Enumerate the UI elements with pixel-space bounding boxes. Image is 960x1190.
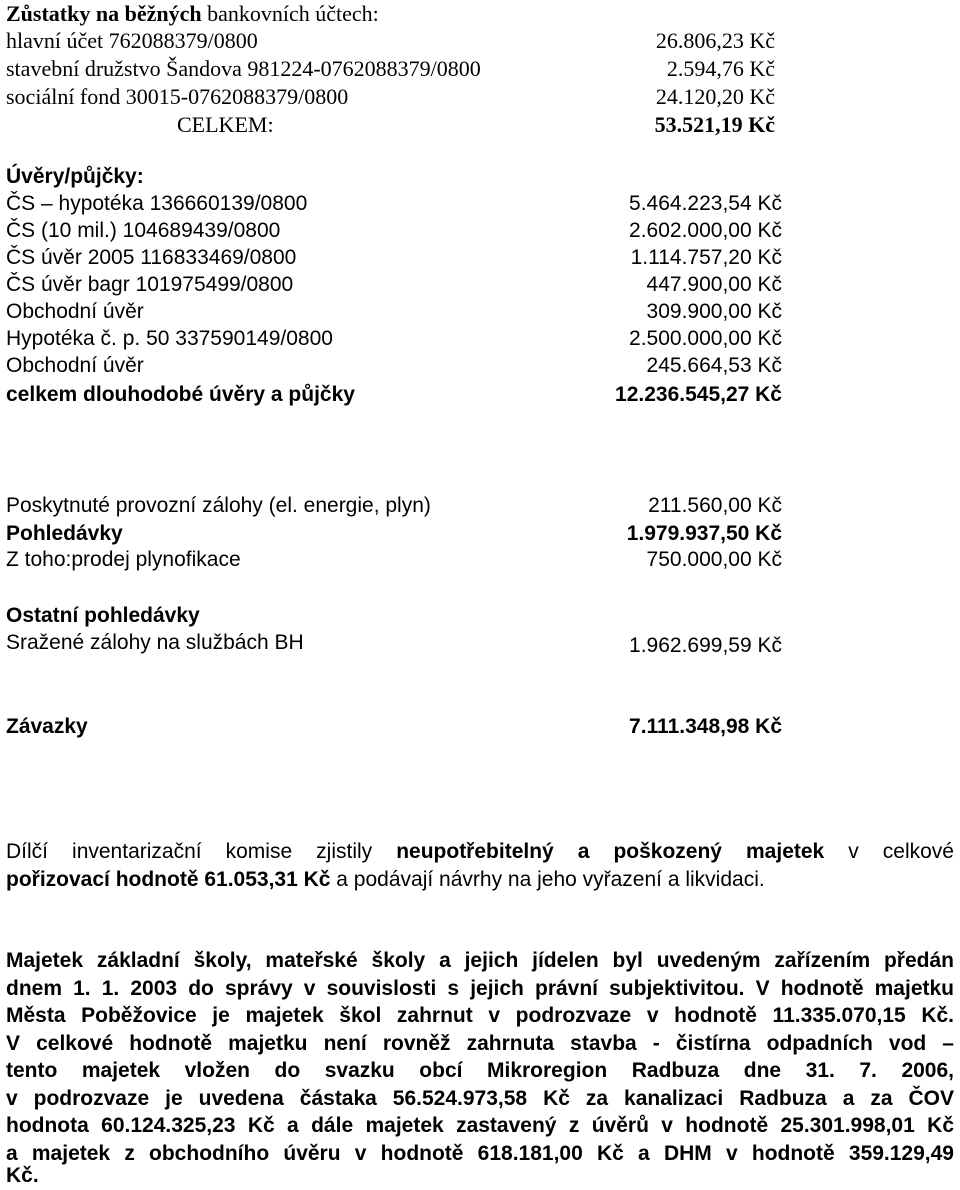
gas-label: Z toho:prodej plynofikace	[6, 548, 241, 571]
inventory-text-tail: a podávají návrhy na jeho vyřazení a likvidaci.	[336, 868, 765, 891]
loans-total-value: 12.236.545,27 Kč	[615, 383, 782, 406]
loan-value: 309.900,00 Kč	[646, 300, 782, 323]
loans-heading-row	[0, 163, 960, 191]
loan-label: Obchodní úvěr	[6, 300, 144, 323]
inventory-value: pořizovací hodnotě 61.053,31 Kč	[6, 868, 331, 891]
property-line: dnem 1. 1. 2003 do správy v souvislosti s jejich právní subjektivitou. V hodnotě majetku	[6, 977, 954, 1000]
loans-total-row	[0, 381, 960, 409]
balance-value: 2.594,76 Kč	[666, 56, 775, 81]
balance-total-label: CELKEM:	[177, 112, 274, 137]
property-line: a majetek z obchodního úvěru v hodnotě 618.181,00 Kč a DHM v hodnotě 359.129,49	[6, 1142, 954, 1165]
claims-label: Pohledávky	[6, 522, 123, 545]
balances-heading: Zůstatky na běžných	[6, 1, 202, 26]
balance-label: sociální fond 30015-0762088379/0800	[6, 84, 349, 109]
balance-row	[0, 27, 960, 55]
loan-row	[0, 352, 960, 380]
balance-value: 24.120,20 Kč	[655, 84, 775, 109]
loan-label: ČS úvěr 2005 116833469/0800	[6, 246, 297, 269]
loan-row	[0, 190, 960, 218]
balance-label: hlavní účet 762088379/0800	[6, 28, 258, 53]
gas-value: 750.000,00 Kč	[646, 548, 782, 571]
balance-total-row	[0, 111, 960, 139]
loan-label: ČS – hypotéka 136660139/0800	[6, 192, 308, 215]
other-receivables-row	[0, 602, 960, 630]
balances-heading-row	[0, 0, 960, 28]
loan-row	[0, 244, 960, 272]
loan-label: ČS (10 mil.) 104689439/0800	[6, 219, 281, 242]
liabilities-label: Závazky	[6, 715, 88, 738]
other-receivables-label: Ostatní pohledávky	[6, 604, 200, 627]
property-line: v podrozvaze je uvedena částaka 56.524.973,58 Kč za kanalizaci Radbuza a za ČOV	[6, 1087, 954, 1110]
claims-row	[0, 520, 960, 548]
property-line: tento majetek vložen do svazku obcí Mikroregion Radbuza dne 31. 7. 2006,	[6, 1059, 954, 1082]
loan-label: ČS úvěr bagr 101975499/0800	[6, 273, 294, 296]
loan-label: Hypotéka č. p. 50 337590149/0800	[6, 327, 333, 350]
balance-label: stavební družstvo Šandova 981224-0762088379/0800	[6, 56, 481, 81]
claims-value: 1.979.937,50 Kč	[626, 522, 782, 545]
advances-label: Poskytnuté provozní zálohy (el. energie, plyn)	[6, 494, 431, 517]
loan-value: 245.664,53 Kč	[646, 354, 782, 377]
liabilities-row	[0, 713, 960, 741]
inventory-bold: neupotřebitelný a poškozený majetek	[396, 840, 825, 863]
loans-heading: Úvěry/půjčky:	[6, 165, 144, 188]
loan-value: 447.900,00 Kč	[646, 273, 782, 296]
inventory-tail: v celkové	[848, 840, 954, 863]
advances-value: 211.560,00 Kč	[648, 494, 782, 517]
loan-value: 1.114.757,20 Kč	[630, 246, 782, 269]
balance-row	[0, 55, 960, 83]
inventory-text: Dílčí inventarizační komise zjistily	[6, 840, 373, 863]
balance-total-value: 53.521,19 Kč	[654, 112, 775, 137]
deposits-value-row	[0, 632, 960, 660]
loan-row	[0, 298, 960, 326]
property-line: Města Poběžovice je majetek škol zahrnut v podrozvaze v hodnotě 11.335.070,15 Kč.	[6, 1004, 954, 1027]
loans-total-label: celkem dlouhodobé úvěry a půjčky	[6, 383, 355, 406]
loan-row	[0, 271, 960, 299]
deposits-label: Sražené zálohy na službách BH	[6, 631, 304, 654]
loan-row	[0, 217, 960, 245]
loan-value: 2.500.000,00 Kč	[629, 327, 782, 350]
property-line: hodnota 60.124.325,23 Kč a dále majetek zastavený z úvěrů v hodnotě 25.301.998,01 Kč	[6, 1114, 954, 1137]
loan-value: 5.464.223,54 Kč	[629, 192, 782, 215]
property-line: V celkové hodnotě majetku není rovněž zahrnuta stavba - čistírna odpadních vod –	[6, 1032, 954, 1055]
loan-value: 2.602.000,00 Kč	[629, 219, 782, 242]
deposits-value: 1.962.699,59 Kč	[629, 634, 782, 657]
balances-heading-tail: bankovních účtech:	[207, 1, 379, 26]
property-last-line: Kč.	[6, 1164, 39, 1187]
inventory-line-2	[6, 866, 954, 894]
property-line: Majetek základní školy, mateřské školy a jejich jídelen byl uvedeným zařízením předán	[6, 949, 954, 972]
inventory-line-1	[6, 838, 954, 866]
advances-row	[0, 492, 960, 520]
gas-row	[0, 546, 960, 574]
loan-row	[0, 325, 960, 353]
balance-value: 26.806,23 Kč	[655, 28, 775, 53]
loan-label: Obchodní úvěr	[6, 354, 144, 377]
balance-row	[0, 83, 960, 111]
liabilities-value: 7.111.348,98 Kč	[629, 715, 782, 738]
